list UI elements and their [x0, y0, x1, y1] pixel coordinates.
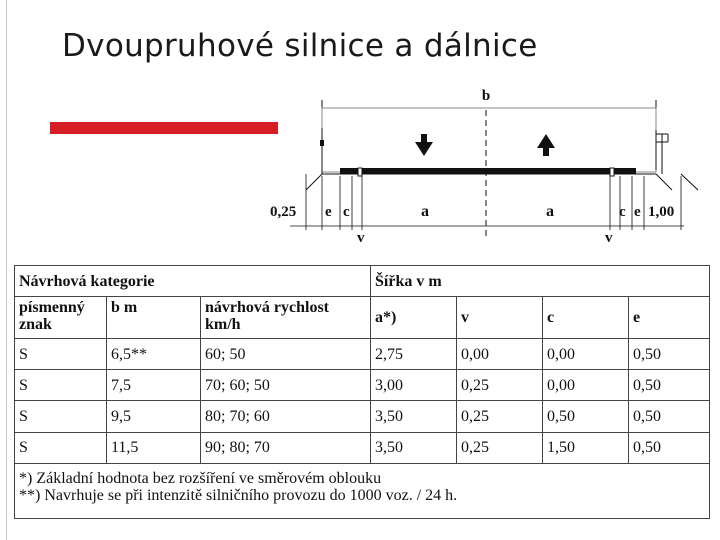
subheader-e: e	[629, 297, 710, 339]
down-arrow-icon	[415, 134, 433, 156]
cell-znak: S	[15, 370, 107, 401]
slide-title: Dvoupruhové silnice a dálnice	[62, 28, 538, 64]
dimension-b	[322, 88, 656, 140]
footnotes	[15, 463, 710, 518]
cell-v: 0,00	[457, 339, 543, 370]
cell-c: 0,50	[543, 401, 629, 432]
cell-a: 3,50	[371, 401, 457, 432]
label-v-left: v	[357, 230, 365, 246]
cell-speed: 80; 70; 60	[201, 401, 371, 432]
label-a-right: a	[546, 203, 554, 220]
label-025: 0,25	[270, 204, 297, 220]
cell-a: 3,50	[371, 432, 457, 463]
cell-c: 0,00	[543, 339, 629, 370]
cell-speed: 60; 50	[201, 339, 371, 370]
table-footnote-row	[15, 463, 710, 518]
label-e-right: e	[634, 204, 641, 220]
label-c-left: c	[343, 204, 350, 220]
subheader-letter: písmenný znak	[15, 297, 107, 339]
label-b: b	[481, 88, 491, 104]
cell-c: 0,00	[543, 370, 629, 401]
road-surface	[340, 168, 636, 174]
design-category-table	[14, 265, 710, 519]
cell-a: 2,75	[371, 339, 457, 370]
label-100: 1,00	[648, 204, 675, 220]
cell-b: 11,5	[107, 432, 201, 463]
cell-speed: 90; 80; 70	[201, 432, 371, 463]
label-c-right: c	[619, 204, 626, 220]
cell-v: 0,25	[457, 432, 543, 463]
label-v-right: v	[605, 230, 613, 246]
subheader-c: c	[543, 297, 629, 339]
road-cross-section-diagram	[266, 80, 706, 248]
cell-znak: S	[15, 339, 107, 370]
cell-b: 9,5	[107, 401, 201, 432]
road-profile-box	[322, 108, 656, 172]
subheader-a: a*)	[371, 297, 457, 339]
table-row	[15, 401, 710, 432]
header-category: Návrhová kategorie	[15, 266, 371, 297]
table-row	[15, 370, 710, 401]
subheader-b: b m	[107, 297, 201, 339]
table-row	[15, 339, 710, 370]
table-row	[15, 432, 710, 463]
cell-b: 6,5**	[107, 339, 201, 370]
table-subheader-row	[15, 297, 710, 339]
label-e-left: e	[325, 204, 332, 220]
cell-speed: 70; 60; 50	[201, 370, 371, 401]
slide-left-border	[0, 0, 7, 540]
header-width: Šířka v m	[371, 266, 710, 297]
cell-znak: S	[15, 401, 107, 432]
subheader-v: v	[457, 297, 543, 339]
subheader-speed: návrhová rychlost km/h	[201, 297, 371, 339]
cell-e: 0,50	[629, 432, 710, 463]
footnote-2: **) Navrhuje se při intenzitě silničního provozu do 1000 voz. / 24 h.	[19, 486, 458, 504]
cell-e: 0,50	[629, 370, 710, 401]
cell-v: 0,25	[457, 370, 543, 401]
cell-e: 0,50	[629, 401, 710, 432]
accent-bar	[50, 122, 278, 134]
cell-b: 7,5	[107, 370, 201, 401]
cell-c: 1,50	[543, 432, 629, 463]
up-arrow-icon	[537, 134, 555, 156]
footnote-1: *) Základní hodnota bez rozšíření ve směrovém oblouku	[19, 469, 382, 487]
guard-rail	[656, 130, 668, 174]
table-header-row	[15, 266, 710, 297]
cell-a: 3,00	[371, 370, 457, 401]
label-a-left: a	[421, 203, 429, 220]
cell-znak: S	[15, 432, 107, 463]
cell-v: 0,25	[457, 401, 543, 432]
cell-e: 0,50	[629, 339, 710, 370]
